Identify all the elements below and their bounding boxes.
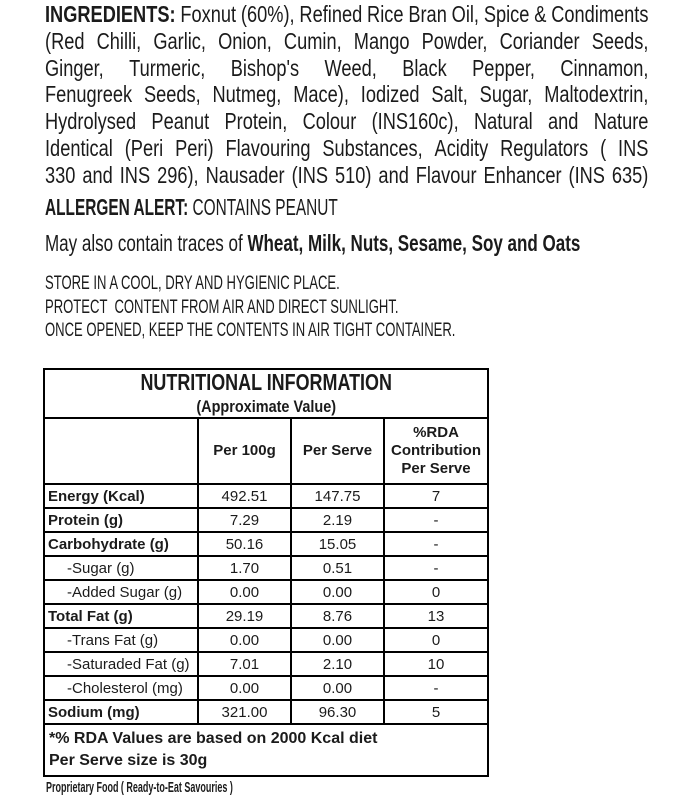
nutrient-label: Total Fat (g) xyxy=(44,604,198,628)
nutrition-row-sodium xyxy=(44,700,488,724)
value-per-100g: 0.00 xyxy=(198,628,291,652)
nutrition-row-saturated-fat xyxy=(44,652,488,676)
nutrition-row-trans-fat xyxy=(44,628,488,652)
value-per-100g: 321.00 xyxy=(198,700,291,724)
nutrient-label: -Added Sugar (g) xyxy=(44,580,198,604)
column-header-per-100g: Per 100g xyxy=(198,418,291,484)
value-per-serve: 0.00 xyxy=(291,676,384,700)
nutrition-table-subtitle xyxy=(45,398,487,417)
value-rda: - xyxy=(384,532,488,556)
ingredients-line: Fenugreek Seeds, Nutmeg, Mace), Iodized Salt, Sugar, Maltodextrin, xyxy=(45,81,649,108)
table-header-row xyxy=(44,418,488,484)
ingredients-line: Hydrolysed Peanut Protein, Colour (INS160c), Natural and Nature xyxy=(45,108,649,135)
value-rda: 10 xyxy=(384,652,488,676)
ingredients-line: Ginger, Turmeric, Bishop's Weed, Black Pepper, Cinnamon, xyxy=(45,54,649,81)
column-header-blank xyxy=(44,418,198,484)
value-per-100g: 7.01 xyxy=(198,652,291,676)
value-per-100g: 7.29 xyxy=(198,508,291,532)
nutrient-label: Sodium (mg) xyxy=(44,700,198,724)
value-per-serve: 8.76 xyxy=(291,604,384,628)
value-per-serve: 2.19 xyxy=(291,508,384,532)
value-rda: 7 xyxy=(384,484,488,508)
nutrient-label: Protein (g) xyxy=(44,508,198,532)
nutrition-table-title xyxy=(45,370,487,398)
table-title-cell xyxy=(44,369,488,418)
column-header-per-serve: Per Serve xyxy=(291,418,384,484)
nutrition-table xyxy=(43,368,489,777)
value-rda: 0 xyxy=(384,628,488,652)
nutrition-row-sugar xyxy=(44,556,488,580)
value-per-serve: 96.30 xyxy=(291,700,384,724)
value-per-100g: 50.16 xyxy=(198,532,291,556)
nutrition-row-total-fat xyxy=(44,604,488,628)
traces-allergens: Wheat, Milk, Nuts, Sesame, Soy and Oats xyxy=(247,230,581,256)
table-title-row xyxy=(44,369,488,418)
ingredients-line: Identical (Peri Peri) Flavouring Substances, Acidity Regulators ( INS xyxy=(45,134,649,161)
ingredients-line: INGREDIENTS: Foxnut (60%), Refined Rice Bran Oil, Spice & Condiments xyxy=(45,1,649,27)
value-per-100g: 492.51 xyxy=(198,484,291,508)
nutrition-row-energy xyxy=(44,484,488,508)
nutrition-table-subtitle-text: (Approximate Value) xyxy=(196,397,336,416)
value-rda: 5 xyxy=(384,700,488,724)
nutrient-label: Carbohydrate (g) xyxy=(44,532,198,556)
value-rda: 0 xyxy=(384,580,488,604)
column-header-rda: %RDA Contribution Per Serve xyxy=(384,418,488,484)
nutrition-row-added-sugar xyxy=(44,580,488,604)
ingredients-line: 330 and INS 296), Nausader (INS 510) and Flavour Enhancer (INS 635) xyxy=(45,161,649,188)
serve-size-footnote: Per Serve size is 30g xyxy=(49,752,208,769)
value-per-serve: 0.00 xyxy=(291,580,384,604)
nutrient-label: -Cholesterol (mg) xyxy=(44,676,198,700)
value-rda: - xyxy=(384,676,488,700)
nutrition-row-protein xyxy=(44,508,488,532)
value-per-100g: 29.19 xyxy=(198,604,291,628)
nutrient-label: -Trans Fat (g) xyxy=(44,628,198,652)
nutrition-table-title-text: NUTRITIONAL INFORMATION xyxy=(140,369,392,395)
table-footnote-cell xyxy=(44,724,488,776)
value-per-100g: 1.70 xyxy=(198,556,291,580)
value-rda: 13 xyxy=(384,604,488,628)
value-per-serve: 15.05 xyxy=(291,532,384,556)
value-rda: - xyxy=(384,556,488,580)
nutrient-label: -Saturaded Fat (g) xyxy=(44,652,198,676)
proprietary-food-note: Proprietary Food ( Ready-to-Eat Savouries ) xyxy=(46,780,233,796)
nutrition-row-carbohydrate xyxy=(44,532,488,556)
value-per-100g: 0.00 xyxy=(198,676,291,700)
value-per-serve: 2.10 xyxy=(291,652,384,676)
nutrient-label: -Sugar (g) xyxy=(44,556,198,580)
traces-prefix: May also contain traces of xyxy=(45,230,243,256)
ingredients-line: (Red Chilli, Garlic, Onion, Cumin, Mango Powder, Coriander Seeds, xyxy=(45,27,649,54)
allergen-alert-value: CONTAINS PEANUT xyxy=(192,194,338,220)
storage-line: STORE IN A COOL, DRY AND HYGIENIC PLACE. xyxy=(45,272,340,294)
storage-instructions xyxy=(45,272,455,343)
value-per-100g: 0.00 xyxy=(198,580,291,604)
traces-line xyxy=(45,229,580,257)
value-rda: - xyxy=(384,508,488,532)
nutrition-row-cholesterol xyxy=(44,676,488,700)
nutrient-label: Energy (Kcal) xyxy=(44,484,198,508)
storage-line: ONCE OPENED, KEEP THE CONTENTS IN AIR TIGHT CONTAINER. xyxy=(45,319,456,341)
rda-footnote: *% RDA Values are based on 2000 Kcal diet xyxy=(49,730,378,747)
allergen-alert-line xyxy=(45,193,338,221)
ingredients-paragraph xyxy=(45,1,649,189)
value-per-serve: 0.51 xyxy=(291,556,384,580)
value-per-serve: 147.75 xyxy=(291,484,384,508)
table-footnote-row xyxy=(44,724,488,776)
allergen-alert-label: ALLERGEN ALERT: xyxy=(45,194,189,220)
value-per-serve: 0.00 xyxy=(291,628,384,652)
storage-line: PROTECT CONTENT FROM AIR AND DIRECT SUNLIGHT. xyxy=(45,295,399,318)
